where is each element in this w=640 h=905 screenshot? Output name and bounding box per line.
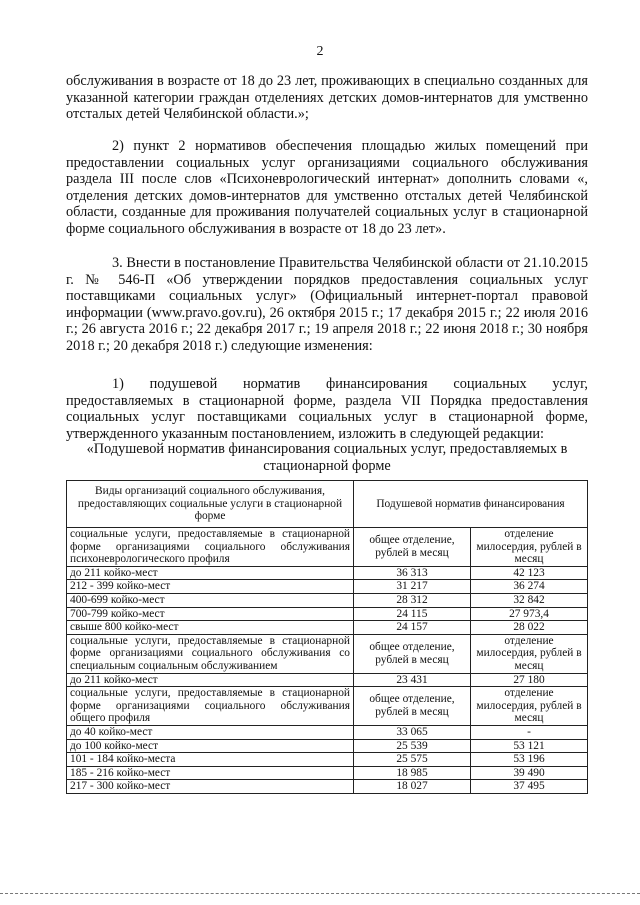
paragraph-item-2 [66,138,588,238]
general-ward-value: 18 985 [354,766,471,780]
mercy-ward-value: 53 196 [471,753,588,767]
header-funding-norm: Подушевой норматив финансирования [354,481,588,528]
table-row [67,753,588,767]
mercy-ward-value: 28 022 [471,621,588,635]
table-row [67,566,588,580]
column-general-ward: общее отделение, рублей в месяц [354,528,471,567]
paragraph-text: 1) подушевой норматив финансирования социальных услуг, предоставляемых в стационарной форме, раздела VII Порядка предоставления социальных услуг поставщиками социальных услуг в стационарной форме, утвержденного указанным постановлением, изложить в следующей редакции: [66,376,588,442]
table-row [67,739,588,753]
column-mercy-ward: отделение милосердия, рублей в месяц [471,528,588,567]
paragraph-text: обслуживания в возрасте от 18 до 23 лет, проживающих в специально созданных для указанной категории граждан отделениях детских домов-интернатов для умственно отсталых детей Челябинской области.»; [66,73,588,123]
table-row [67,593,588,607]
mercy-ward-value: 53 121 [471,739,588,753]
mercy-ward-value: 39 490 [471,766,588,780]
paragraph-continuation [66,73,588,123]
bed-capacity-cell: 217 - 300 койко-мест [67,780,354,794]
funding-norm-table [66,480,588,794]
paragraph-text: 3. Внести в постановление Правительства Челябинской области от 21.10.2015 г. № 546-П «Об утверждении порядков предоставления социальных услуг поставщиками социальных услуг» (Официальный интернет-портал правовой информации (www.pravo.gov.ru), 26 октября 2015 г.; 17 декабря 2015 г.; 22 июля 2016 г.; 26 августа 2016 г.; 22 декабря 2017 г.; 19 апреля 2018 г.; 22 июня 2018 г.; 30 ноября 2018 г.; 20 декабря 2018 г.) следующие изменения: [66,255,588,354]
general-ward-value: 23 431 [354,673,471,687]
mercy-ward-value: 37 495 [471,780,588,794]
mercy-ward-value: 27 180 [471,673,588,687]
table-row [67,725,588,739]
table-group-header-row [67,634,588,673]
paragraph-text: 2) пункт 2 нормативов обеспечения площадью жилых помещений при предоставлении социальных услуг организациями социального обслуживания раздела III после слов «Психоневрологический интернат» дополнить словами «, отделения детских домов-интернатов для умственно отсталых детей Челябинской области, созданные для проживания получателей социальных услуг в стационарной форме социального обслуживания в возрасте от 18 до 23 лет». [66,138,588,237]
page-number: 2 [316,44,324,59]
bed-capacity-cell: до 40 койко-мест [67,725,354,739]
mercy-ward-value: 27 973,4 [471,607,588,621]
header-organization-types: Виды организаций социального обслуживания, предоставляющих социальные услуги в стационарной форме [67,481,354,528]
general-ward-value: 25 539 [354,739,471,753]
general-ward-value: 31 217 [354,580,471,594]
table-row [67,621,588,635]
column-mercy-ward: отделение милосердия, рублей в месяц [471,687,588,726]
table-group-header-row [67,528,588,567]
table-group-header-row [67,687,588,726]
general-ward-value: 25 575 [354,753,471,767]
table-row [67,580,588,594]
mercy-ward-value: 32 842 [471,593,588,607]
paragraph-item-3 [66,255,588,355]
table-title [66,441,588,474]
general-ward-value: 36 313 [354,566,471,580]
mercy-ward-value: - [471,725,588,739]
table-title-line-2: стационарной форме [263,457,391,474]
general-ward-value: 18 027 [354,780,471,794]
table-row [67,607,588,621]
bed-capacity-cell: 700-799 койко-мест [67,607,354,621]
general-ward-value: 28 312 [354,593,471,607]
group-title: социальные услуги, предоставляемые в стационарной форме организациями социального обслуживания со специальным социальным обслуживанием [67,634,354,673]
bed-capacity-cell: свыше 800 койко-мест [67,621,354,635]
bed-capacity-cell: до 100 койко-мест [67,739,354,753]
bed-capacity-cell: до 211 койко-мест [67,566,354,580]
table-title-line-1: «Подушевой норматив финансирования социальных услуг, предоставляемых в [86,441,568,457]
group-title: социальные услуги, предоставляемые в стационарной форме организациями социального обслуживания психоневрологического профиля [67,528,354,567]
bed-capacity-cell: 101 - 184 койко-места [67,753,354,767]
column-general-ward: общее отделение, рублей в месяц [354,634,471,673]
group-title: социальные услуги, предоставляемые в стационарной форме организациями социального обслуживания общего профиля [67,687,354,726]
mercy-ward-value: 42 123 [471,566,588,580]
general-ward-value: 33 065 [354,725,471,739]
general-ward-value: 24 115 [354,607,471,621]
page-bottom-rule [0,893,640,894]
bed-capacity-cell: до 211 койко-мест [67,673,354,687]
mercy-ward-value: 36 274 [471,580,588,594]
paragraph-subitem-1 [66,376,588,442]
table-row [67,766,588,780]
bed-capacity-cell: 212 - 399 койко-мест [67,580,354,594]
column-mercy-ward: отделение милосердия, рублей в месяц [471,634,588,673]
table-row [67,673,588,687]
bed-capacity-cell: 400-699 койко-мест [67,593,354,607]
bed-capacity-cell: 185 - 216 койко-мест [67,766,354,780]
table-row [67,780,588,794]
general-ward-value: 24 157 [354,621,471,635]
table-header-row [67,481,588,528]
column-general-ward: общее отделение, рублей в месяц [354,687,471,726]
